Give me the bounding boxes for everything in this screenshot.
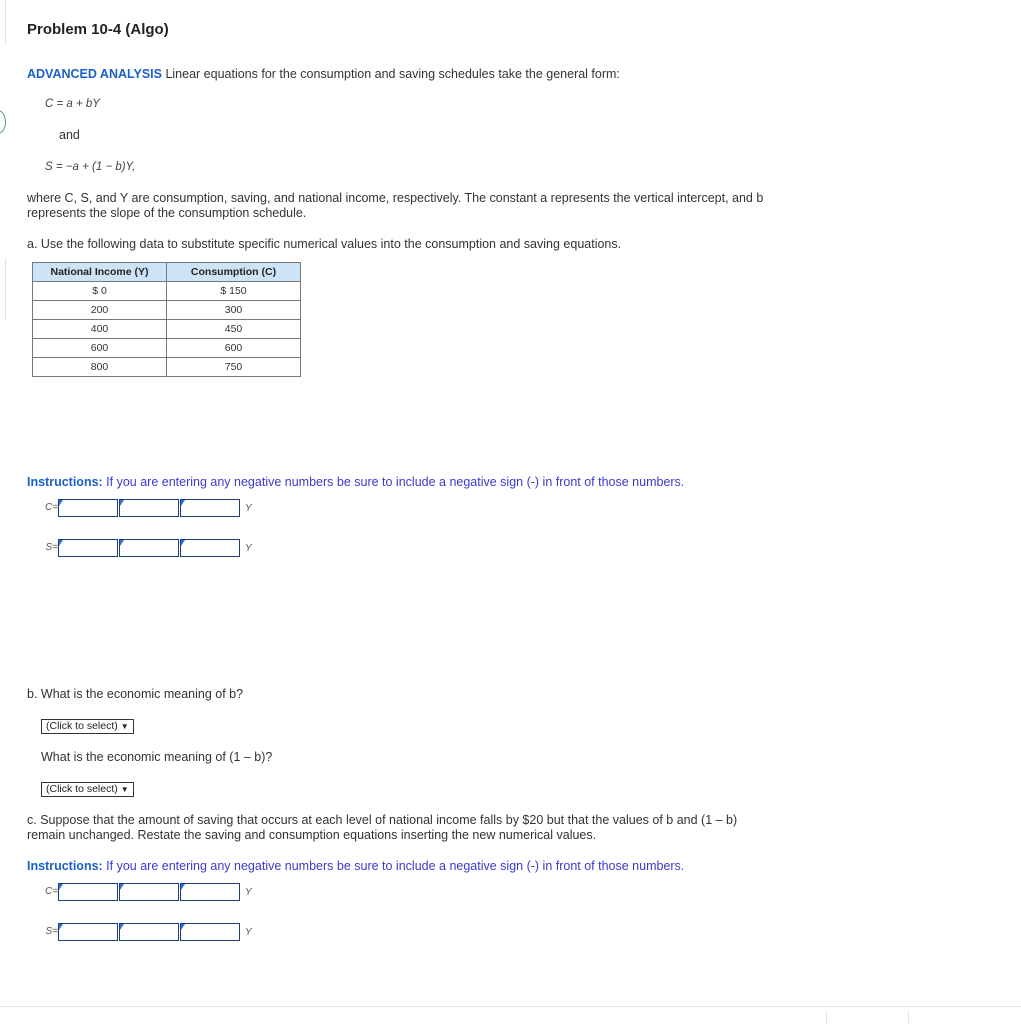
s-label: S=	[45, 926, 58, 937]
instructions-text: If you are entering any negative numbers be sure to include a negative sign (-) in front of those numbers.	[102, 475, 685, 489]
y-label: Y	[245, 887, 252, 898]
y-label: Y	[245, 503, 252, 514]
y-label: Y	[245, 927, 252, 938]
intro-text: Linear equations for the consumption and saving schedules take the general form:	[161, 67, 620, 81]
c-intercept-input[interactable]	[58, 499, 118, 517]
and-text: and	[59, 128, 80, 142]
problem-title: Problem 10-4 (Algo)	[27, 21, 169, 38]
s-slope-input[interactable]	[180, 923, 240, 941]
s-sign-input[interactable]	[119, 923, 179, 941]
definitions-line-1: where C, S, and Y are consumption, saving, and national income, respectively. The constant a represents the vertical intercept, and b	[27, 191, 764, 205]
s-label: S=	[45, 542, 58, 553]
s-intercept-input[interactable]	[58, 923, 118, 941]
income-cell: 200	[33, 301, 167, 320]
c-label: C=	[44, 502, 58, 513]
dropdown-arrow-icon: ▼	[120, 785, 129, 794]
instructions-label: Instructions:	[27, 475, 103, 489]
part-c-line-1: c. Suppose that the amount of saving that occurs at each level of national income falls by $20 but that the values of b and (1 – b)	[27, 813, 738, 827]
consumption-cell: 450	[167, 320, 301, 339]
income-cell: 400	[33, 320, 167, 339]
intro-paragraph	[27, 67, 620, 82]
progress-ring-icon	[0, 110, 6, 134]
instructions-text: If you are entering any negative numbers be sure to include a negative sign (-) in front of those numbers.	[102, 859, 685, 873]
table-row	[33, 339, 301, 358]
left-border-top	[0, 0, 6, 44]
c-sign-input[interactable]	[119, 883, 179, 901]
c-intercept-input[interactable]	[58, 883, 118, 901]
dropdown-arrow-icon: ▼	[120, 722, 129, 731]
left-border-middle	[0, 258, 6, 320]
table-row	[33, 301, 301, 320]
footer-divider-tick	[826, 1010, 827, 1024]
data-table	[32, 262, 301, 377]
consumption-cell: 750	[167, 358, 301, 377]
instructions-label: Instructions:	[27, 859, 103, 873]
income-cell: 800	[33, 358, 167, 377]
select-value: (Click to select)	[46, 720, 118, 732]
consumption-equation: C = a + bY	[45, 98, 100, 110]
c-slope-input[interactable]	[180, 499, 240, 517]
footer-divider	[0, 1006, 1021, 1007]
header-national-income: National Income (Y)	[33, 263, 167, 282]
footer-divider-tick	[908, 1010, 909, 1024]
income-cell: 600	[33, 339, 167, 358]
income-cell: $ 0	[33, 282, 167, 301]
meaning-of-b-select[interactable]	[41, 719, 134, 734]
saving-equation: S = −a + (1 − b)Y,	[45, 161, 136, 173]
part-a-prompt: a. Use the following data to substitute specific numerical values into the consumption and saving equations.	[27, 237, 622, 251]
meaning-of-1-minus-b-select[interactable]	[41, 782, 134, 797]
part-c-line-2: remain unchanged. Restate the saving and consumption equations inserting the new numerical values.	[27, 828, 597, 842]
instructions-a	[27, 475, 684, 490]
part-b-question-1: b. What is the economic meaning of b?	[27, 687, 244, 701]
consumption-cell: 300	[167, 301, 301, 320]
table-row	[33, 320, 301, 339]
instructions-c	[27, 859, 684, 874]
table-row	[33, 282, 301, 301]
advanced-analysis-label: ADVANCED ANALYSIS	[27, 67, 162, 81]
s-slope-input[interactable]	[180, 539, 240, 557]
header-consumption: Consumption (C)	[167, 263, 301, 282]
c-label: C=	[44, 886, 58, 897]
select-value: (Click to select)	[46, 783, 118, 795]
c-slope-input[interactable]	[180, 883, 240, 901]
definitions-line-2: represents the slope of the consumption schedule.	[27, 206, 307, 220]
consumption-cell: $ 150	[167, 282, 301, 301]
table-row	[33, 358, 301, 377]
s-intercept-input[interactable]	[58, 539, 118, 557]
part-b-question-2: What is the economic meaning of (1 – b)?	[41, 750, 273, 764]
consumption-cell: 600	[167, 339, 301, 358]
s-sign-input[interactable]	[119, 539, 179, 557]
c-sign-input[interactable]	[119, 499, 179, 517]
y-label: Y	[245, 543, 252, 554]
